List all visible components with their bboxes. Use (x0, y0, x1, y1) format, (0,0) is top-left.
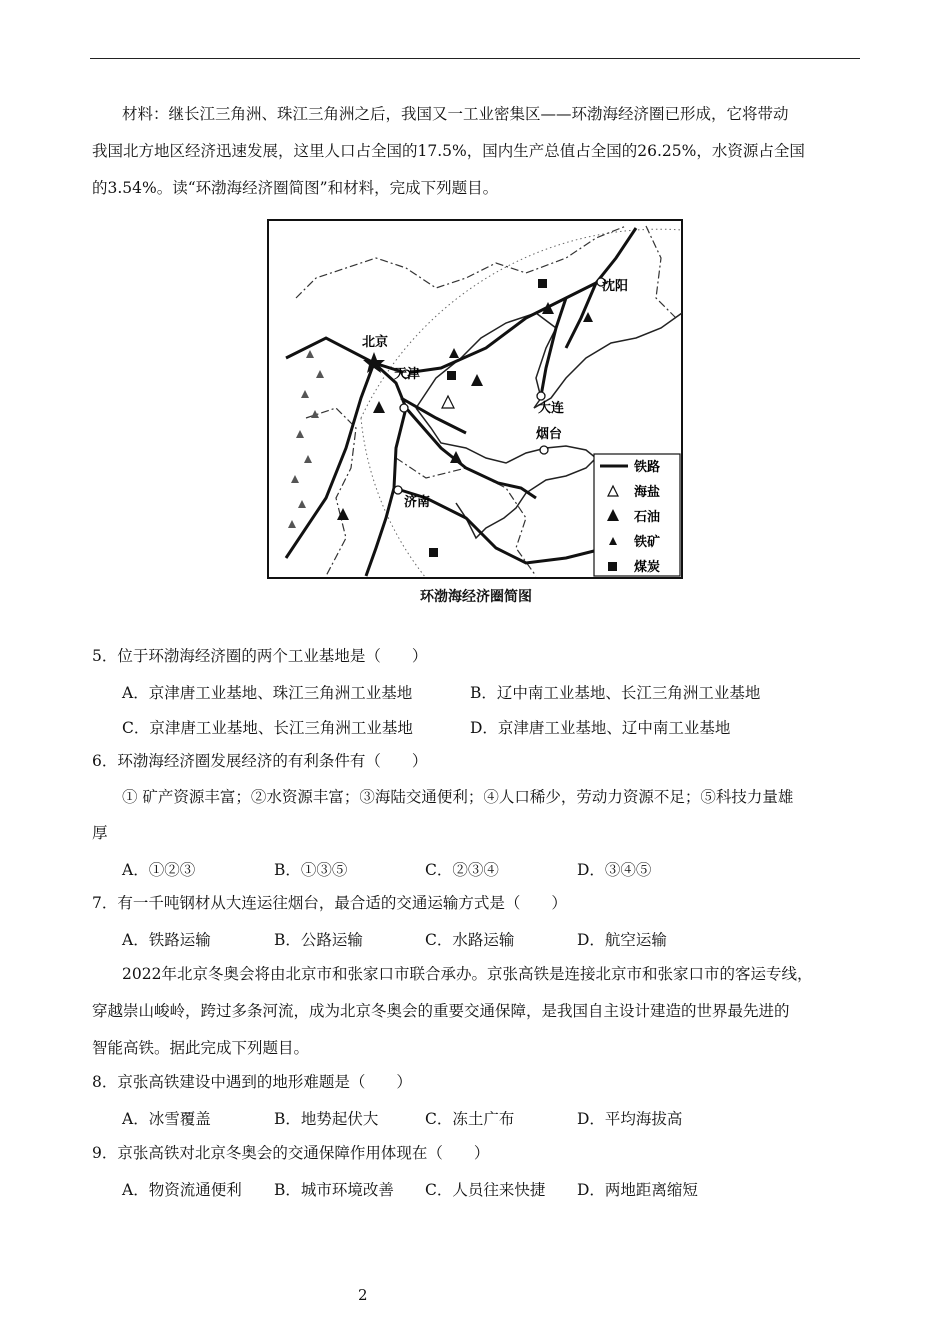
legend-oil: 石油 (634, 510, 661, 525)
q6-option-b[interactable]: B．①③⑤ (274, 861, 348, 879)
page-number: 2 (358, 1286, 368, 1304)
material-line-2: 我国北方地区经济迅速发展，这里人口占全国的17.5%，国内生产总值占全国的26.25%，水资源占全国 (92, 142, 805, 160)
passage2-line-1: 2022年北京冬奥会将由北京市和张家口市联合承办。京张高铁是连接北京市和张家口市的客运专线， (122, 965, 813, 983)
q8-option-a[interactable]: A．冰雪覆盖 (122, 1110, 211, 1128)
legend-railway: 铁路 (634, 460, 661, 475)
q9-option-c[interactable]: C．人员往来快捷 (425, 1181, 546, 1199)
q9-option-d[interactable]: D．两地距离缩短 (577, 1181, 698, 1199)
header-rule (90, 58, 860, 59)
coal-symbol (429, 548, 438, 557)
q5-stem: 5．位于环渤海经济圈的两个工业基地是（ ） (92, 647, 428, 665)
coal-symbol (447, 371, 456, 380)
legend-iron: 铁矿 (634, 535, 661, 550)
q6-option-a[interactable]: A．①②③ (122, 861, 196, 879)
q7-option-a[interactable]: A．铁路运输 (122, 931, 211, 949)
legend-coal: 煤炭 (634, 560, 661, 575)
map-legend (594, 454, 680, 576)
legend-salt: 海盐 (634, 485, 661, 500)
q6-items-line-1: ① 矿产资源丰富；②水资源丰富；③海陆交通便利；④人口稀少，劳动力资源不足；⑤科技力量雄 (122, 788, 794, 806)
city-label-jinan: 济南 (404, 495, 431, 510)
q6-option-d[interactable]: D．③④⑤ (577, 861, 652, 879)
q6-option-c[interactable]: C．②③④ (425, 861, 499, 879)
passage2-line-3: 智能高铁。据此完成下列题目。 (92, 1039, 310, 1057)
material-line-1: 材料：继长江三角洲、珠江三角洲之后，我国又一工业密集区——环渤海经济圈已形成，它将带动 (122, 105, 789, 123)
q7-stem: 7．有一千吨钢材从大连运往烟台，最合适的交通运输方式是（ ） (92, 894, 567, 912)
q9-option-a[interactable]: A．物资流通便利 (122, 1181, 242, 1199)
bohai-economic-circle-map (266, 218, 686, 608)
q9-option-b[interactable]: B．城市环境改善 (274, 1181, 394, 1199)
coal-symbol (538, 279, 547, 288)
city-label-dalian: 大连 (538, 401, 565, 416)
q5-option-b[interactable]: B．辽中南工业基地、长江三角洲工业基地 (470, 684, 761, 702)
city-label-tianjin: 天津 (394, 367, 421, 382)
map-figure (266, 218, 686, 584)
q8-option-c[interactable]: C．冻土广布 (425, 1110, 515, 1128)
q7-option-d[interactable]: D．航空运输 (577, 931, 667, 949)
q9-stem: 9．京张高铁对北京冬奥会的交通保障作用体现在（ ） (92, 1144, 490, 1162)
q8-stem: 8．京张高铁建设中遇到的地形难题是（ ） (92, 1073, 412, 1091)
city-label-beijing: 北京 (362, 335, 389, 350)
map-caption: 环渤海经济圈简图 (420, 589, 532, 605)
q8-option-d[interactable]: D．平均海拔高 (577, 1110, 683, 1128)
q5-option-a[interactable]: A．京津唐工业基地、珠江三角洲工业基地 (122, 684, 413, 702)
q5-option-d[interactable]: D．京津唐工业基地、辽中南工业基地 (470, 719, 731, 737)
q8-option-b[interactable]: B．地势起伏大 (274, 1110, 379, 1128)
q7-option-b[interactable]: B．公路运输 (274, 931, 363, 949)
city-label-yantai: 烟台 (536, 427, 563, 442)
q6-items-line-2: 厚 (92, 824, 108, 842)
q6-stem: 6．环渤海经济圈发展经济的有利条件有（ ） (92, 752, 428, 770)
q7-option-c[interactable]: C．水路运输 (425, 931, 515, 949)
q5-option-c[interactable]: C．京津唐工业基地、长江三角洲工业基地 (122, 719, 413, 737)
city-label-shenyang: 沈阳 (602, 279, 629, 294)
material-line-3: 的3.54%。读“环渤海经济圈简图”和材料，完成下列题目。 (92, 179, 499, 197)
passage2-line-2: 穿越崇山峻岭，跨过多条河流，成为北京冬奥会的重要交通保障，是我国自主设计建造的世界最先进的 (92, 1002, 790, 1020)
